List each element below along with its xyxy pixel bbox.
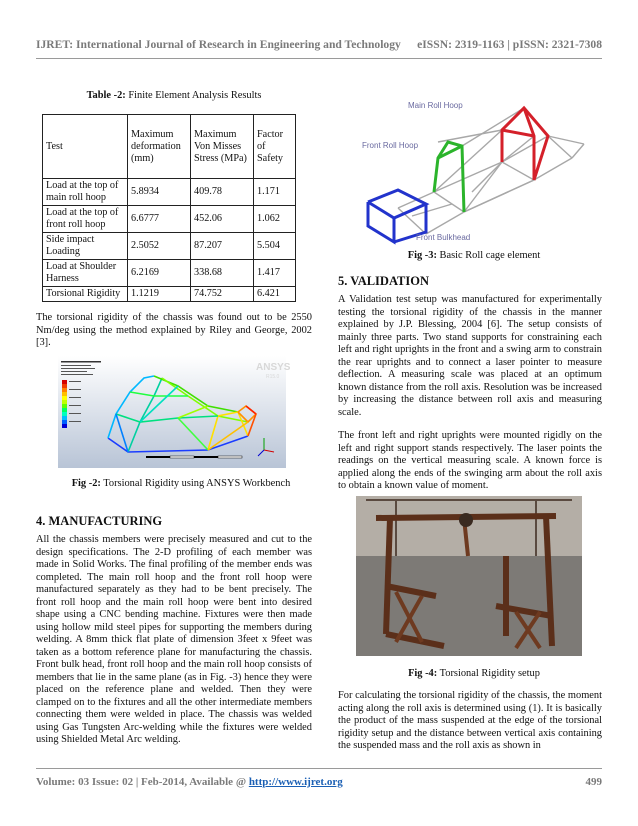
cell-stress: 409.78 [191, 179, 254, 206]
journal-title: IJRET: International Journal of Research in Engineering and Technology [36, 38, 401, 51]
roll-cage-svg [352, 96, 596, 246]
cell-test: Load at Shoulder Harness [43, 260, 128, 287]
ansys-render-svg [58, 356, 291, 468]
footer-volume-text: Volume: 03 Issue: 02 | Feb-2014, Available @ [36, 776, 247, 788]
roll-axis-bearing [459, 513, 473, 527]
fig4-caption-prefix: Fig -4: [408, 668, 438, 679]
cell-stress: 338.68 [191, 260, 254, 287]
running-footer [36, 776, 602, 788]
ansys-version: R15.0 [266, 374, 280, 380]
fea-results-table [42, 114, 296, 302]
fig2-caption-text: Torsional Rigidity using ANSYS Workbench [103, 478, 291, 489]
fig3-caption-prefix: Fig -3: [407, 250, 437, 261]
table-row [43, 179, 296, 206]
torsional-rigidity-paragraph: The torsional rigidity of the chassis was found out to be 2550 Nm/deg using the method explained by Riley and George, 2002 [3]. [36, 312, 312, 348]
cell-test: Side impact Loading [43, 233, 128, 260]
fig4-caption [352, 668, 596, 679]
header-rule [36, 58, 602, 59]
table-row [43, 233, 296, 260]
label-front-bulkhead: Front Bulkhead [416, 233, 471, 242]
fig2-ansys-image [58, 356, 291, 468]
manufacturing-heading: 4. MANUFACTURING [36, 514, 163, 528]
fig3-caption [352, 250, 596, 261]
cell-test: Load at the top of main roll hoop [43, 179, 128, 206]
cell-stress: 74.752 [191, 287, 254, 302]
table-header-row [43, 115, 296, 179]
setup-photo-svg [356, 496, 582, 656]
cell-test: Load at the top of front roll hoop [43, 206, 128, 233]
issn: eISSN: 2319-1163 | pISSN: 2321-7308 [417, 38, 602, 51]
journal-link[interactable]: http://www.ijret.org [248, 776, 343, 788]
cell-deformation: 2.5052 [128, 233, 191, 260]
validation-heading: 5. VALIDATION [338, 274, 429, 288]
cell-fos: 1.062 [254, 206, 296, 233]
cell-deformation: 6.6777 [128, 206, 191, 233]
header-test: Test [43, 115, 128, 179]
cell-stress: 87.207 [191, 233, 254, 260]
scale-bar [146, 456, 242, 458]
cell-stress: 452.06 [191, 206, 254, 233]
running-header [36, 38, 602, 51]
manufacturing-paragraph: All the chassis members were precisely measured and cut to the design specifications. The 2-D profiling of each member was made in Solid Works. The final profiling of the member ends was completed. The main roll hoop and the front roll hoop were manufactured separately as they had to be bent precisely. The front roll hoop and the main roll hoop were bent into desired shape using a CNC bending machine. Fixtures were then made using hollow mild steel pipes for supporting the members during welding. A 8mm thick flat plate of dimension 3feet x 9feet was taken as a bottom reference plane for manufacturing the chassis. Front bulk head, front roll hoop and the main roll hoop consists of members that lie in the same plane (as in Fig. -3) hence they were placed on the reference plane and welded. Then they were clamped on to the fixtures and all the other intermediate members connecting them were welded in place. The chassis was welded using Gas Tungsten Arc-welding while the fixtures were welded using Shielded Metal Arc welding. [36, 534, 312, 745]
header-stress: Maximum Von Misses Stress (MPa) [191, 115, 254, 179]
table-caption [36, 90, 312, 101]
ansys-logo: ANSYS [256, 362, 291, 373]
rigidity-calculation-paragraph: For calculating the torsional rigidity of the chassis, the moment acting along the roll axis is determined using (1). It is basically the product of the mass suspended at the edge of the torsional rigidity setup and the distance between vertical axis containing the suspended mass and the roll axis as shown in [338, 690, 602, 751]
table-caption-prefix: Table -2: [86, 90, 126, 101]
fig4-caption-text: Torsional Rigidity setup [439, 668, 540, 679]
label-front-roll-hoop: Front Roll Hoop [362, 141, 419, 150]
table-caption-text: Finite Element Analysis Results [128, 90, 262, 101]
table-row [43, 260, 296, 287]
cell-test: Torsional Rigidity [43, 287, 128, 302]
fig2-caption-prefix: Fig -2: [71, 478, 101, 489]
table-row [43, 206, 296, 233]
fig4-setup-photo [356, 496, 582, 656]
cell-fos: 1.417 [254, 260, 296, 287]
fig3-caption-text: Basic Roll cage element [439, 250, 541, 261]
footer-rule [36, 768, 602, 769]
header-fos: Factor of Safety [254, 115, 296, 179]
fig3-roll-cage-image [352, 96, 596, 246]
cell-deformation: 1.1219 [128, 287, 191, 302]
label-main-roll-hoop: Main Roll Hoop [408, 101, 463, 110]
footer-volume [36, 776, 343, 788]
page-number: 499 [585, 776, 602, 788]
cell-fos: 6.421 [254, 287, 296, 302]
cell-deformation: 6.2169 [128, 260, 191, 287]
validation-paragraph-1: A Validation test setup was manufactured for experimentally testing the torsional rigidity of the chassis in the manner explained by J.P. Blessing, 2004 [6]. The setup consists of mainly three parts. Two stand supports for constraining each left and right uprights in the front and a swing arm to constrain the rear uprights and to connect a laser pointer to measure deflection. A measuring scale was placed at an optimum known distance from the roll axis. Resolution was be increased by increasing the distance between roll axis and measuring scale. [338, 294, 602, 418]
fig2-caption [36, 478, 326, 489]
cell-fos: 1.171 [254, 179, 296, 206]
validation-paragraph-2: The front left and right uprights were mounted rigidly on the left and right support stands respectively. The laser points the readings on the vertical measuring scale. A known force is applied along the ends of the swinging arm about the roll axis to obtain a known value of moment. [338, 430, 602, 491]
header-deformation: Maximum deformation (mm) [128, 115, 191, 179]
cell-fos: 5.504 [254, 233, 296, 260]
cell-deformation: 5.8934 [128, 179, 191, 206]
table-row [43, 287, 296, 302]
